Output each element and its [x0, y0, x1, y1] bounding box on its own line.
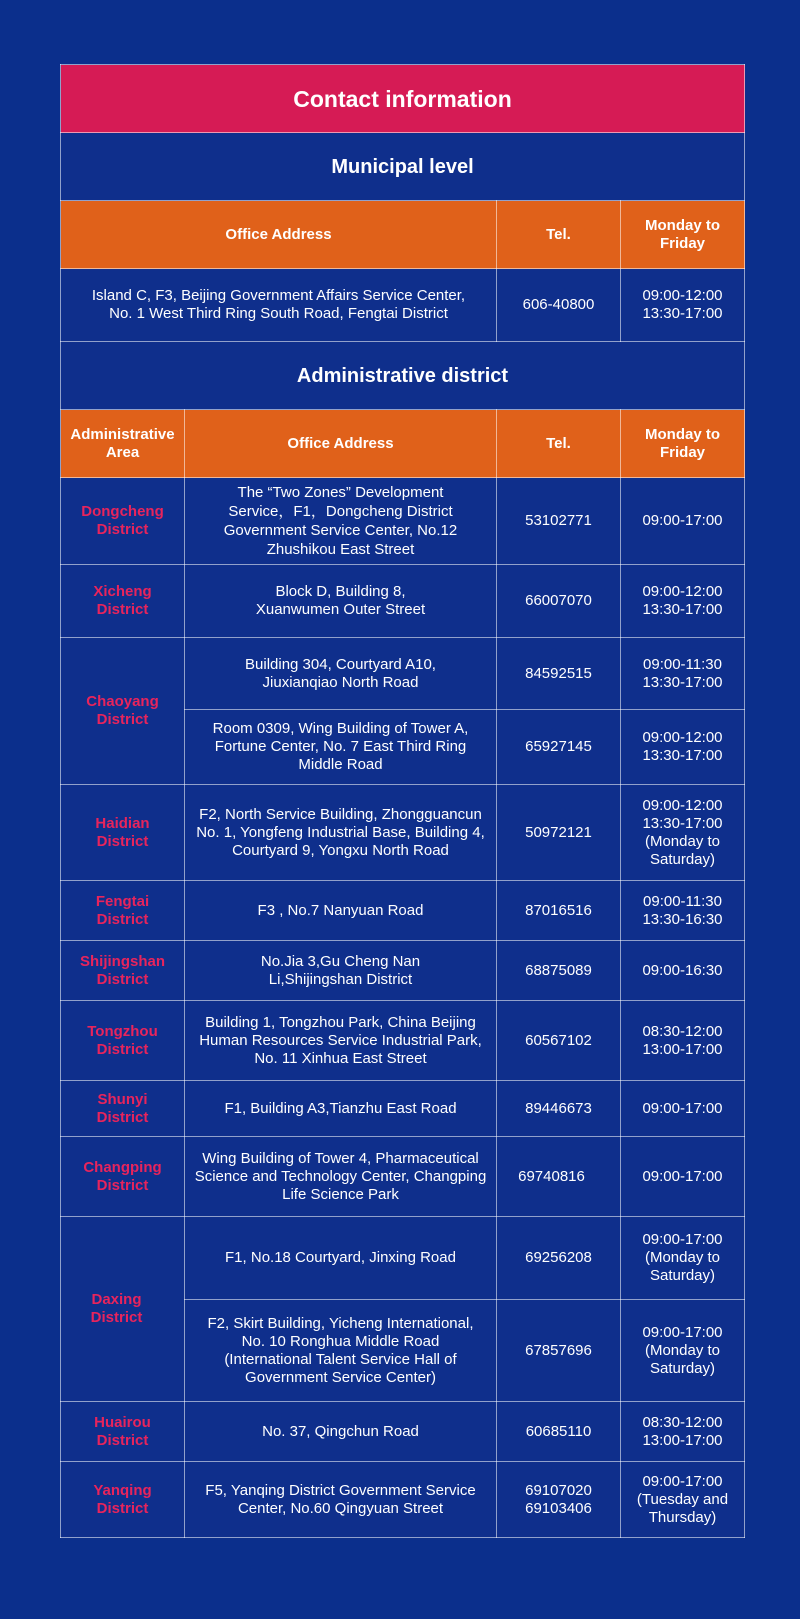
tel-cell: 60685110 — [497, 1402, 621, 1462]
address-cell: F1, No.18 Courtyard, Jinxing Road — [185, 1217, 497, 1300]
address-cell: F1, Building A3,Tianzhu East Road — [185, 1081, 497, 1137]
tel-cell: 84592515 — [497, 638, 621, 710]
address-cell: No. 37, Qingchun Road — [185, 1402, 497, 1462]
table-row — [61, 478, 745, 565]
municipal-address: Island C, F3, Beijing Government Affairs Service Center, No. 1 West Third Ring South Road, Fengtai District — [61, 269, 497, 342]
hours-cell: 09:00-11:30 13:30-16:30 — [621, 881, 745, 941]
hours-cell: 09:00-17:00 — [621, 1081, 745, 1137]
tel-cell: 69256208 — [497, 1217, 621, 1300]
municipal-hours: 09:00-12:00 13:30-17:00 — [621, 269, 745, 342]
table-row — [61, 1217, 745, 1300]
tel-cell: 67857696 — [497, 1300, 621, 1402]
area-cell: Shunyi District — [61, 1081, 185, 1137]
hours-cell: 09:00-17:00 (Monday to Saturday) — [621, 1217, 745, 1300]
area-cell: Yanqing District — [61, 1462, 185, 1538]
table-row — [61, 1462, 745, 1538]
tel-cell: 50972121 — [497, 785, 621, 881]
tel-cell: 53102771 — [497, 478, 621, 565]
tel-cell: 65927145 — [497, 710, 621, 785]
table-row — [61, 881, 745, 941]
municipal-heading: Municipal level — [61, 133, 745, 201]
district-col-tel: Tel. — [497, 410, 621, 478]
hours-cell: 09:00-12:00 13:30-17:00 — [621, 710, 745, 785]
tel-cell: 69107020 69103406 — [497, 1462, 621, 1538]
address-cell: No.Jia 3,Gu Cheng Nan Li,Shijingshan District — [185, 941, 497, 1001]
contact-table — [60, 64, 745, 1538]
table-row — [61, 1001, 745, 1081]
tel-cell: 87016516 — [497, 881, 621, 941]
district-col-address: Office Address — [185, 410, 497, 478]
address-cell: Wing Building of Tower 4, Pharmaceutical Science and Technology Center, Changping Life Science Park — [185, 1137, 497, 1217]
tel-cell: 66007070 — [497, 565, 621, 638]
hours-cell: 09:00-17:00 (Monday to Saturday) — [621, 1300, 745, 1402]
hours-cell: 08:30-12:00 13:00-17:00 — [621, 1402, 745, 1462]
municipal-col-tel: Tel. — [497, 201, 621, 269]
tel-cell: 89446673 — [497, 1081, 621, 1137]
district-heading: Administrative district — [61, 342, 745, 410]
municipal-row — [61, 269, 745, 342]
address-cell: Building 1, Tongzhou Park, China Beijing Human Resources Service Industrial Park, No. 11 Xinhua East Street — [185, 1001, 497, 1081]
contact-card — [60, 64, 744, 1538]
address-cell: The “Two Zones” Development Service，F1，Dongcheng District Government Service Center, No.12 Zhushikou East Street — [185, 478, 497, 565]
address-cell: F5, Yanqing District Government Service Center, No.60 Qingyuan Street — [185, 1462, 497, 1538]
address-cell: Room 0309, Wing Building of Tower A, Fortune Center, No. 7 East Third Ring Middle Road — [185, 710, 497, 785]
table-row — [61, 941, 745, 1001]
tel-cell: 60567102 — [497, 1001, 621, 1081]
hours-cell: 09:00-16:30 — [621, 941, 745, 1001]
table-row — [61, 1137, 745, 1217]
address-cell: Block D, Building 8, Xuanwumen Outer Street — [185, 565, 497, 638]
area-cell: Dongcheng District — [61, 478, 185, 565]
address-cell: Building 304, Courtyard A10, Jiuxianqiao North Road — [185, 638, 497, 710]
hours-cell: 09:00-17:00 — [621, 478, 745, 565]
hours-cell: 08:30-12:00 13:00-17:00 — [621, 1001, 745, 1081]
municipal-col-hours: Monday to Friday — [621, 201, 745, 269]
area-cell: Chaoyang District — [61, 638, 185, 785]
table-row — [61, 1081, 745, 1137]
area-cell: Fengtai District — [61, 881, 185, 941]
page-title: Contact information — [61, 65, 745, 133]
district-col-hours: Monday to Friday — [621, 410, 745, 478]
municipal-col-address: Office Address — [61, 201, 497, 269]
area-cell: Shijingshan District — [61, 941, 185, 1001]
address-cell: F2, North Service Building, Zhongguancun No. 1, Yongfeng Industrial Base, Building 4, Courtyard 9, Yongxu North Road — [185, 785, 497, 881]
hours-cell: 09:00-11:30 13:30-17:00 — [621, 638, 745, 710]
table-row — [61, 638, 745, 710]
district-col-area: Administrative Area — [61, 410, 185, 478]
hours-cell: 09:00-12:00 13:30-17:00 (Monday to Saturday) — [621, 785, 745, 881]
table-row — [61, 785, 745, 881]
municipal-tel: 606-40800 — [497, 269, 621, 342]
tel-cell: 68875089 — [497, 941, 621, 1001]
area-cell: Changping District — [61, 1137, 185, 1217]
hours-cell: 09:00-17:00 (Tuesday and Thursday) — [621, 1462, 745, 1538]
area-cell: Huairou District — [61, 1402, 185, 1462]
area-cell: Xicheng District — [61, 565, 185, 638]
address-cell: F3 , No.7 Nanyuan Road — [185, 881, 497, 941]
table-row — [61, 1402, 745, 1462]
hours-cell: 09:00-17:00 — [621, 1137, 745, 1217]
table-row — [61, 565, 745, 638]
area-cell: Tongzhou District — [61, 1001, 185, 1081]
tel-cell: 69740816 — [497, 1137, 621, 1217]
hours-cell: 09:00-12:00 13:30-17:00 — [621, 565, 745, 638]
address-cell: F2, Skirt Building, Yicheng International, No. 10 Ronghua Middle Road (International Talent Service Hall of Government Service Center) — [185, 1300, 497, 1402]
area-cell: Daxing District — [61, 1217, 185, 1402]
area-cell: Haidian District — [61, 785, 185, 881]
